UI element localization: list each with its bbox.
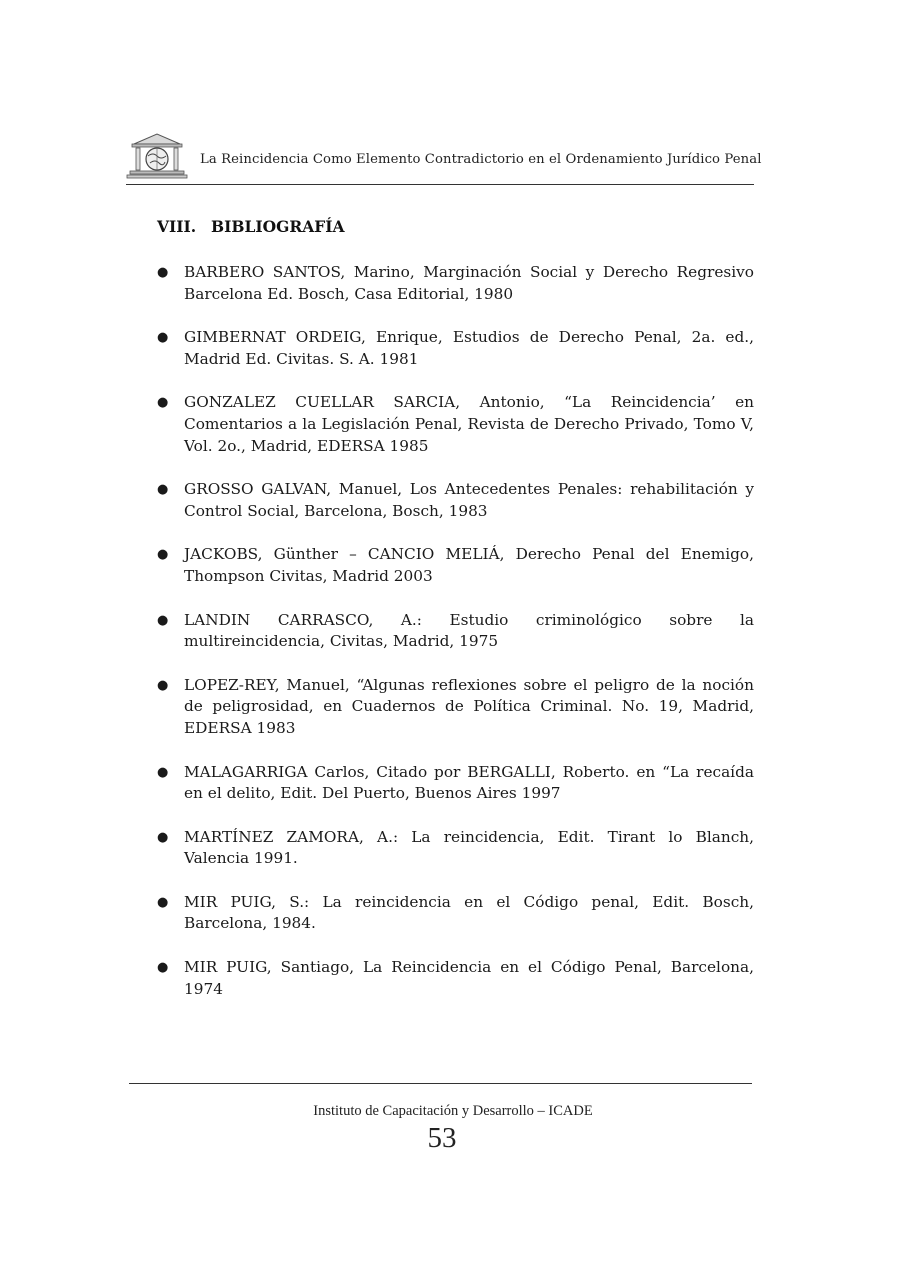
bibliography-item: ● MIR PUIG, Santiago, La Reincidencia en el Código Penal, Barcelona, 1974 [157,958,754,998]
institution-building-globe-logo [126,132,188,182]
bullet-icon: ● [157,547,169,563]
bullet-icon: ● [157,265,169,280]
bibliography-item: ● BARBERO SANTOS, Marino, Marginación Social y Derecho Regresivo Barcelona Ed. Bosch, Casa Editorial, 1980 [157,263,754,303]
footer-institute: Instituto de Capacitación y Desarrollo – ICADE [313,1103,593,1119]
bibliography-item: ● JACKOBS, Günther – CANCIO MELIÁ, Derecho Penal del Enemigo, Thompson Civitas, Madrid 2003 [157,545,754,585]
bullet-icon: ● [157,612,169,628]
footer-divider [129,1083,752,1084]
bibliography-item: ● GONZALEZ CUELLAR SARCIA, Antonio, “La Reincidencia’ en Comentarios a la Legislación Penal, Revista de Derecho Privado, Tomo V, Vol. 2o., Madrid, EDERSA 1985 [157,393,754,455]
bullet-icon: ● [157,330,169,346]
page-number: 53 [427,1122,457,1154]
section-number: VIII. [157,217,197,236]
section-title: BIBLIOGRAFÍA [211,217,345,236]
bullet-icon: ● [157,894,169,910]
bibliography-list [157,262,754,1022]
bibliography-item: ● MARTÍNEZ ZAMORA, A.: La reincidencia, Edit. Tirant lo Blanch, Valencia 1991. [157,827,754,868]
bibliography-item: ● MIR PUIG, S.: La reincidencia en el Código penal, Edit. Bosch, Barcelona, 1984. [157,892,754,933]
bibliography-item: ● LANDIN CARRASCO, A.: Estudio criminológico sobre la multireincidencia, Civitas, Madrid, 1975 [157,610,754,651]
bibliography-item: ● GROSSO GALVAN, Manuel, Los Antecedentes Penales: rehabilitación y Control Social, Barcelona, Bosch, 1983 [157,480,754,520]
bullet-icon: ● [157,482,169,498]
bullet-icon: ● [157,829,169,845]
section-heading [157,217,345,236]
bibliography-item: ● MALAGARRIGA Carlos, Citado por BERGALLI, Roberto. en “La recaída en el delito, Edit. Del Puerto, Buenos Aires 1997 [157,762,754,803]
bullet-icon: ● [157,395,169,411]
bibliography-item: ● GIMBERNAT ORDEIG, Enrique, Estudios de Derecho Penal, 2a. ed., Madrid Ed. Civitas. S. A. 1981 [157,328,754,368]
bullet-icon: ● [157,677,169,693]
bullet-icon: ● [157,960,169,976]
running-header-title: La Reincidencia Como Elemento Contradictorio en el Ordenamiento Jurídico Penal [200,152,762,167]
bibliography-item: ● LOPEZ-REY, Manuel, “Algunas reflexiones sobre el peligro de la noción de peligrosidad, en Cuadernos de Política Criminal. No. 19, Madrid, EDERSA 1983 [157,675,754,737]
bullet-icon: ● [157,764,169,780]
page-header [126,130,762,185]
